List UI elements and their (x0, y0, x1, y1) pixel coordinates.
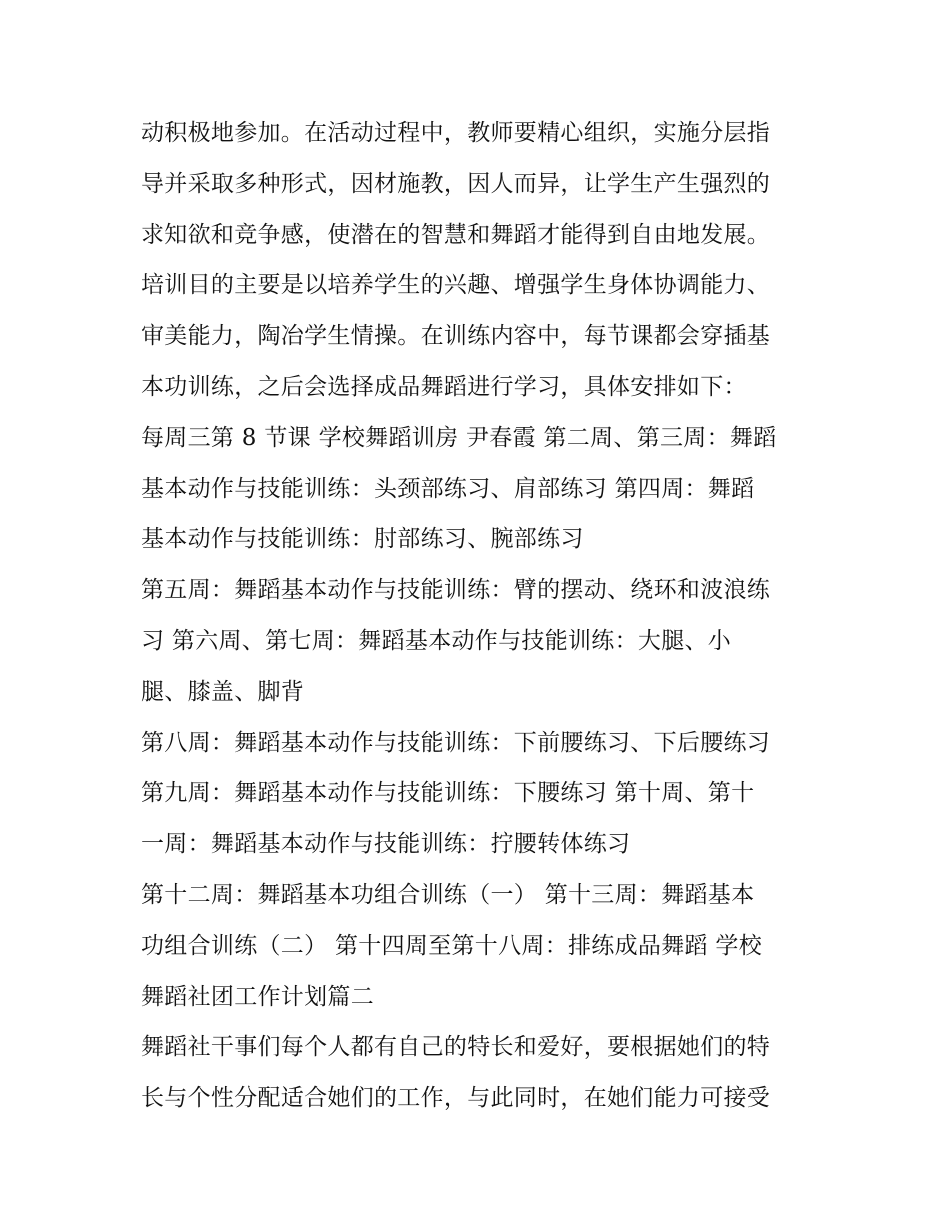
text-line-10: 第五周：舞蹈基本动作与技能训练：臂的摆动、绕环和波浪练 (141, 577, 771, 604)
text-line-4: 培训目的主要是以培养学生的兴趣、增强学生身体协调能力、 (141, 272, 771, 299)
text-line-16: 第十二周：舞蹈基本功组合训练（一） 第十三周：舞蹈基本 (141, 881, 755, 908)
text-line-15: 一周：舞蹈基本动作与技能训练：拧腰转体练习 (141, 831, 631, 858)
text-line-13: 第八周：舞蹈基本动作与技能训练：下前腰练习、下后腰练习 (141, 729, 771, 756)
text-line-12: 腿、膝盖、脚背 (141, 678, 305, 705)
text-line-18: 舞蹈社团工作计划篇二 (141, 983, 374, 1010)
document-body (141, 108, 831, 1124)
text-line-7: 每周三第 8 节课 学校舞蹈训房 尹春霞 第二周、第三周：舞蹈 (141, 424, 777, 451)
text-line-9: 基本动作与技能训练：肘部练习、腕部练习 (141, 526, 584, 553)
text-line-1: 动积极地参加。在活动过程中，教师要精心组织，实施分层指 (141, 120, 771, 146)
text-line-17: 功组合训练（二） 第十四周至第十八周：排练成品舞蹈 学校 (141, 932, 763, 959)
text-line-8: 基本动作与技能训练：头颈部练习、肩部练习 第四周：舞蹈 (141, 475, 755, 502)
text-line-14: 第九周：舞蹈基本动作与技能训练：下腰练习 第十周、第十 (141, 780, 755, 807)
text-line-2: 导并采取多种形式，因材施教，因人而异，让学生产生强烈的 (141, 170, 771, 197)
text-line-19: 舞蹈社干事们每个人都有自己的特长和爱好，要根据她们的特 (141, 1034, 771, 1061)
text-line-3: 求知欲和竞争感，使潜在的智慧和舞蹈才能得到自由地发展。 (141, 221, 771, 248)
text-line-20: 长与个性分配适合她们的工作，与此同时，在她们能力可接受 (141, 1085, 771, 1112)
text-line-6: 本功训练，之后会选择成品舞蹈进行学习，具体安排如下： (141, 373, 747, 400)
text-line-5: 审美能力，陶冶学生情操。在训练内容中，每节课都会穿插基 (141, 323, 771, 350)
text-line-11: 习 第六周、第七周：舞蹈基本动作与技能训练：大腿、小 (141, 627, 732, 654)
